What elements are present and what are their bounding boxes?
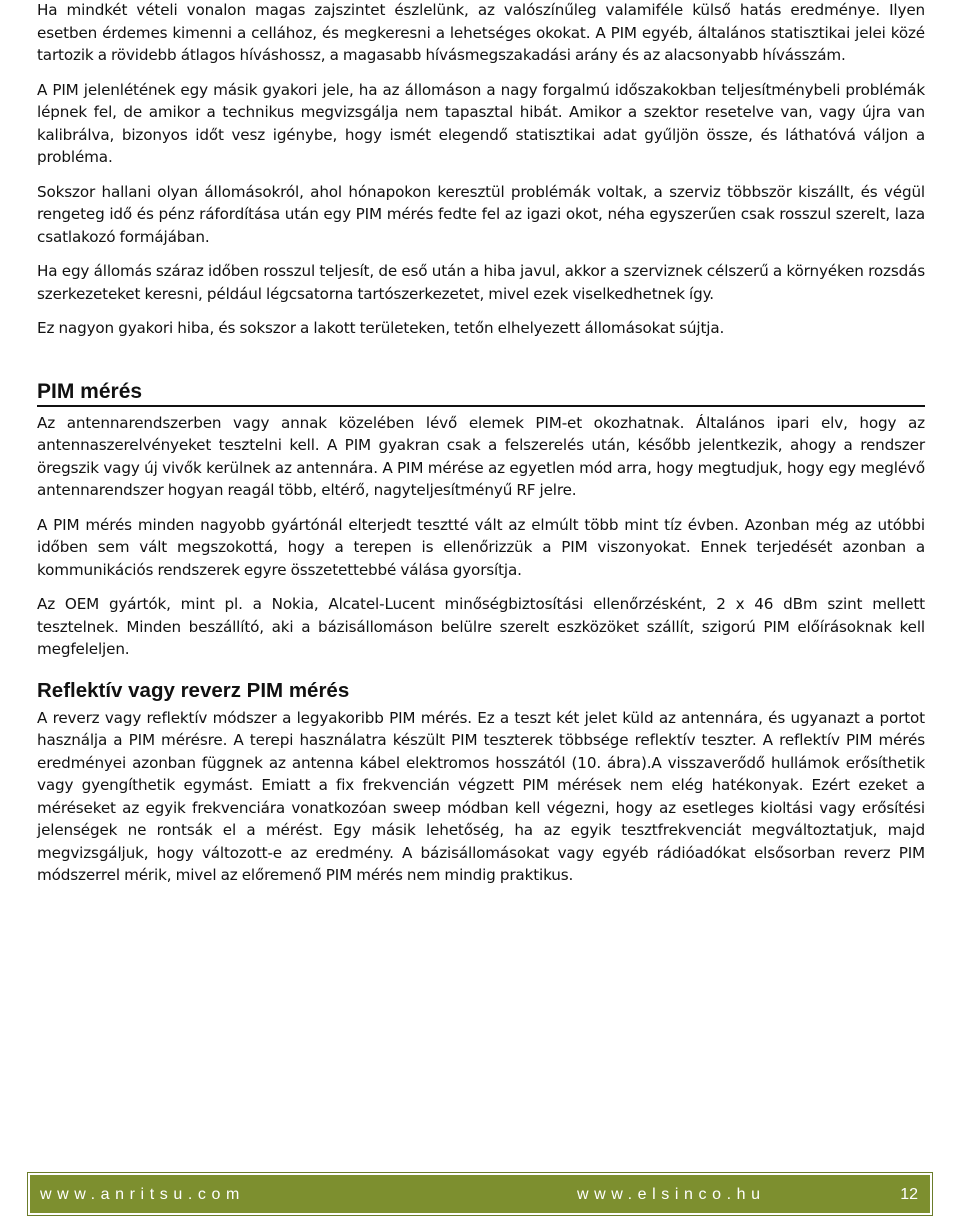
paragraph-reflective-1: A reverz vagy reflektív módszer a legyakoribb PIM mérés. Ez a teszt két jelet küld az antennára, és ugyanazt a portot használja a PIM mérésre. A terepi használatra készült PIM teszterek többsége reflektív teszter. A reflektív PIM mérés eredményei azonban függnek az antenna kábel elektromos hosszától (10. ábra).A visszaverődő hullámok erősíthetik vagy gyengíthetik egymást. Emiatt a fix frekvencián végzett PIM mérések nem elég hatékonyak. Ezért ezeket a méréseket az egyik frekvenciára vonatkozóan sweep módban kell végezni, hogy az esetleges kioltási vagy erősítési jelenségek ne rontsák el a mérést. Egy másik lehetőség, ha az egyik tesztfrekvenciát megváltoztatjuk, majd megvizsgáljuk, hogy változott-e az eredmény. A bázisállomásokat vagy egyéb rádióadókat elsősorban reverz PIM módszerrel mérik, mivel az előremenő PIM mérés nem mindig praktikus. <box>37 708 925 884</box>
paragraph-pim-1: Az antennarendszerben vagy annak közelében lévő elemek PIM-et okozhatnak. Általános ipari elv, hogy az antennaszerelvényeket tesztelni kell. A PIM gyakran csak a felszerelés után, később jelentkezik, ahogy a rendszer öregszik vagy új vivők kerülnek az antennára. A PIM mérése az egyetlen mód arra, hogy megtudjuk, hogy egy meglévő antennarendszer hogyan reagál több, eltérő, nagyteljesítményű RF jelre. <box>37 413 925 499</box>
paragraph-intro-1: Ha mindkét vételi vonalon magas zajszintet észlelünk, az valószínűleg valamiféle külső hatás eredménye. Ilyen esetben érdemes kimenni a cellához, és megkeresni a lehetséges okokat. A PIM egyéb, általános statisztikai jelei közé tartozik a rövidebb átlagos híváshossz, a magasabb hívásmegszakadási arány és az alacsonyabb hívásszám. <box>37 1 925 64</box>
footer-link-elsinco[interactable]: www.elsinco.hu <box>577 1186 766 1203</box>
footer-link-anritsu[interactable]: www.anritsu.com <box>40 1186 245 1203</box>
section-heading-pim: PIM mérés <box>37 380 925 407</box>
footer-frame <box>27 1172 933 1216</box>
section-heading-reflective: Reflektív vagy reverz PIM mérés <box>37 678 350 702</box>
paragraph-intro-4: Ha egy állomás száraz időben rosszul teljesít, de eső után a hiba javul, akkor a szerviznek célszerű a környéken rozsdás szerkezeteket keresni, például légcsatorna tartószerkezetet, mivel ezek viselkedhetnek így. <box>37 262 925 303</box>
document-body <box>37 0 925 887</box>
page-number: 12 <box>900 1186 918 1203</box>
paragraph-intro-2: A PIM jelenlétének egy másik gyakori jele, ha az állomáson a nagy forgalmú időszakokban teljesítménybeli problémák lépnek fel, de amikor a technikus megvizsgálja nem tapasztal hibát. Amikor a szektor resetelve van, vagy újra van kalibrálva, bizonyos időt vesz igénybe, hogy ismét elegendő statisztikai adat gyűljön össze, és láthatóvá váljon a probléma. <box>37 80 925 166</box>
footer-bar <box>30 1175 930 1213</box>
paragraph-pim-3: Az OEM gyártók, mint pl. a Nokia, Alcatel-Lucent minőségbiztosítási ellenőrzésként, 2 x 46 dBm szint mellett tesztelnek. Minden beszállító, aki a bázisállomáson belülre szerelt eszközöket szállít, szigorú PIM előírásoknak kell megfeleljen. <box>37 595 925 658</box>
paragraph-intro-3: Sokszor hallani olyan állomásokról, ahol hónapokon keresztül problémák voltak, a szerviz többször kiszállt, és végül rengeteg idő és pénz ráfordítása után egy PIM mérés fedte fel az igazi okot, néha egyszerűen csak rosszul szerelt, laza csatlakozó formájában. <box>37 182 925 246</box>
paragraph-intro-5: Ez nagyon gyakori hiba, és sokszor a lakott területeken, tetőn elhelyezett állomásokat sújtja. <box>37 319 725 337</box>
paragraph-pim-2: A PIM mérés minden nagyobb gyártónál elterjedt tesztté vált az elmúlt több mint tíz évben. Azonban még az utóbbi időben sem vált megszokottá, hogy a terepen is ellenőrizzük a PIM viszonyokat. Ennek terjedését azonban a kommunikációs rendszerek egyre összetettebbé válása gyorsítja. <box>37 515 925 579</box>
